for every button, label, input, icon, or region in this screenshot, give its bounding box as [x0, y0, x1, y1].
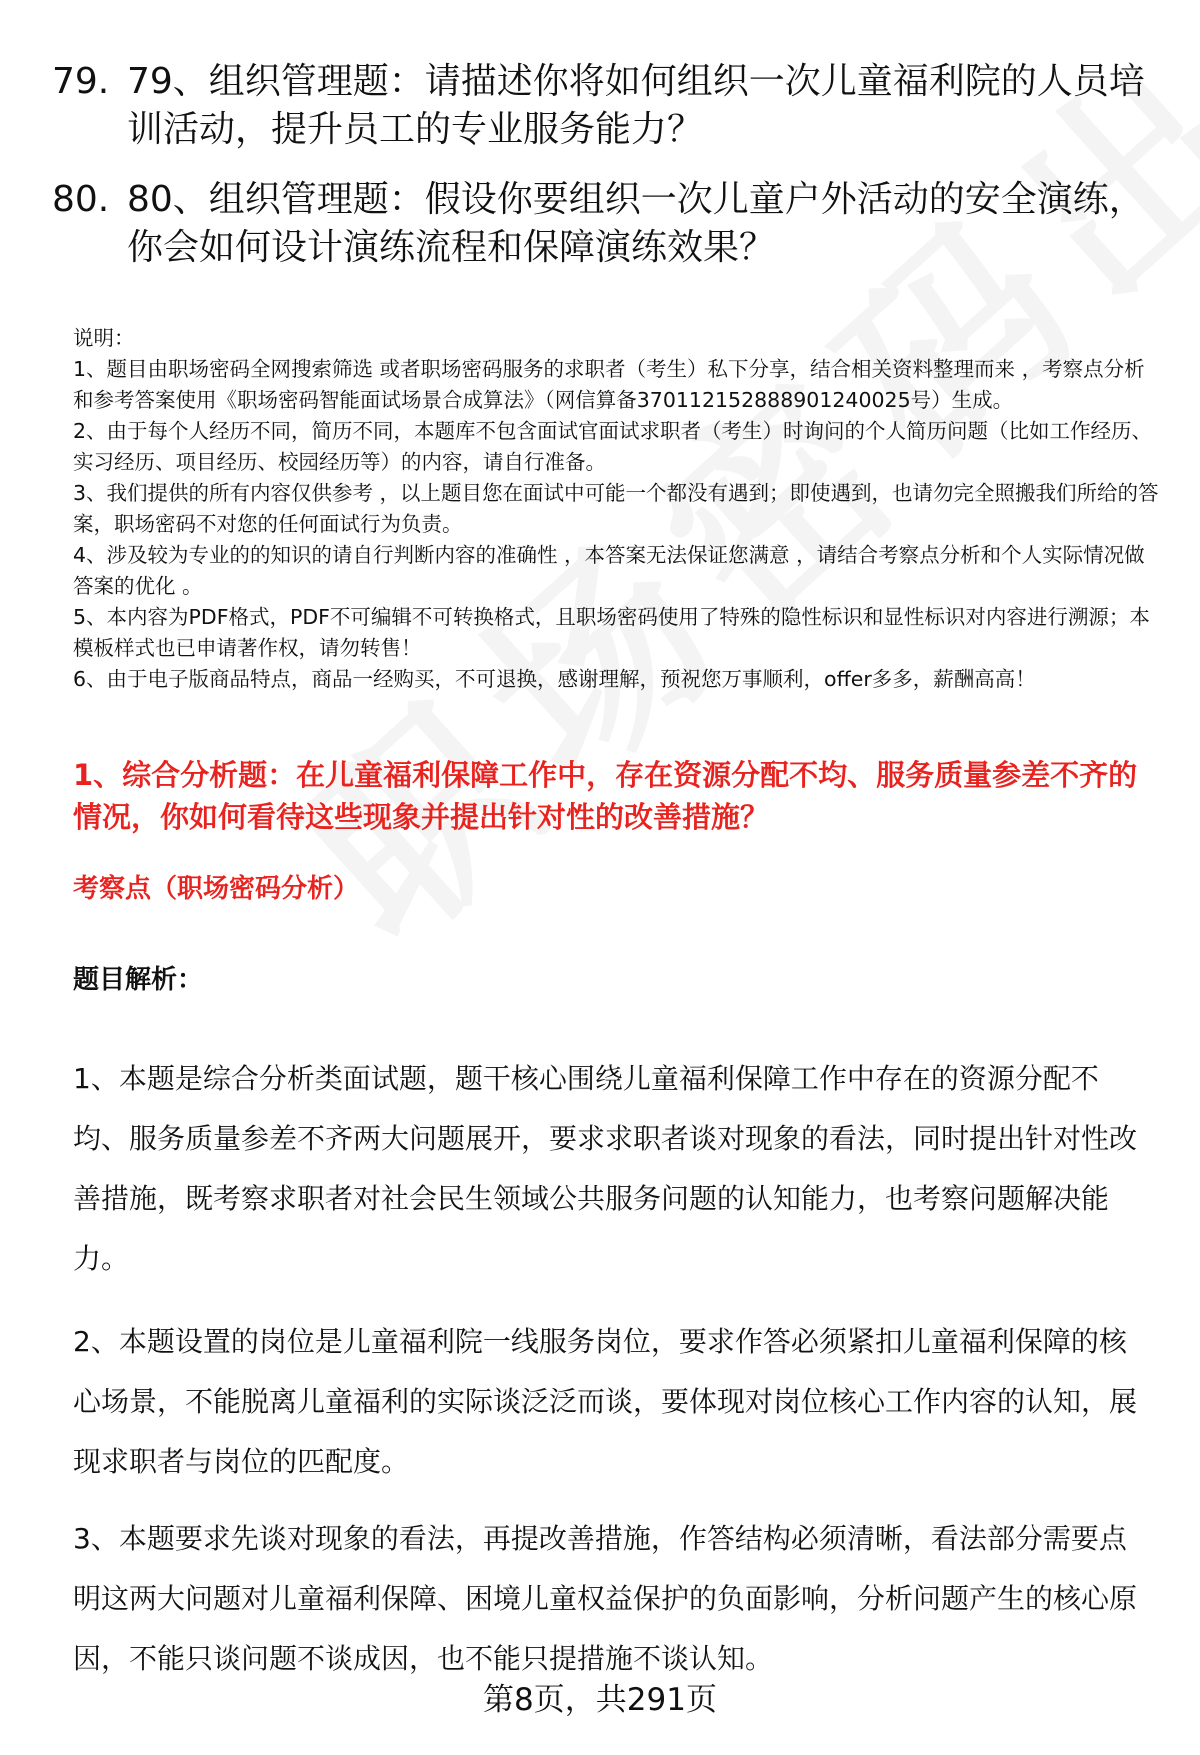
question-item [52, 176, 1152, 272]
analysis-paragraph: 3、本题要求先谈对现象的看法，再提改善措施，作答结构必须清晰，看法部分需要点明这两大问题对儿童福利保障、困境儿童权益保护的负面影响，分析问题产生的核心原因，不能只谈问题不谈成因，也不能只提措施不谈认知。 [73, 1522, 1138, 1675]
section-subtitle: 考察点（职场密码分析） [73, 874, 360, 904]
question-number: 80. [52, 179, 110, 220]
note-item: 6、由于电子版商品特点，商品一经购买，不可退换，感谢理解，预祝您万事顺利，offer多多，薪酬高高！ [73, 667, 1036, 691]
note-item: 1、题目由职场密码全网搜索筛选 或者职场密码服务的求职者（考生）私下分享，结合相关资料整理而来 ，考察点分析和参考答案使用《职场密码智能面试场景合成算法》（网信算备370112152888901240025号）生成。 [73, 357, 1145, 412]
note-item: 5、本内容为PDF格式，PDF不可编辑不可转换格式，且职场密码使用了特殊的隐性标识和显性标识对内容进行溯源；本模板样式也已申请著作权，请勿转售！ [73, 605, 1150, 660]
analysis-paragraph: 1、本题是综合分析类面试题，题干核心围绕儿童福利保障工作中存在的资源分配不均、服务质量参差不齐两大问题展开，要求求职者谈对现象的看法，同时提出针对性改善措施，既考察求职者对社会民生领域公共服务问题的认知能力，也考察问题解决能力。 [73, 1062, 1138, 1275]
analysis-paragraph: 2、本题设置的岗位是儿童福利院一线服务岗位，要求作答必须紧扣儿童福利保障的核心场景，不能脱离儿童福利的实际谈泛泛而谈，要体现对岗位核心工作内容的认知，展现求职者与岗位的匹配度。 [73, 1325, 1138, 1478]
notes-heading: 说明： [73, 326, 135, 350]
analysis-label: 题目解析： [73, 965, 204, 995]
notes-block [73, 323, 1163, 695]
note-item: 2、由于每个人经历不同，简历不同，本题库不包含面试官面试求职者（考生）时询问的个人简历问题（比如工作经历、实习经历、项目经历、校园经历等）的内容，请自行准备。 [73, 419, 1153, 474]
page-number: 第8页，共291页 [483, 1682, 717, 1718]
note-item: 3、我们提供的所有内容仅供参考 ，以上题目您在面试中可能一个都没有遇到；即使遇到，也请勿完全照搬我们所给的答案，职场密码不对您的任何面试行为负责。 [73, 481, 1159, 536]
question-item [52, 58, 1152, 154]
note-item: 4、涉及较为专业的的知识的请自行判断内容的准确性 ，本答案无法保证您满意 ，请结合考察点分析和个人实际情况做答案的优化 。 [73, 543, 1145, 598]
section-question-title: 1、综合分析题：在儿童福利保障工作中，存在资源分配不均、服务质量参差不齐的情况，你如何看待这些现象并提出针对性的改善措施？ [73, 758, 1138, 834]
question-number: 79. [52, 61, 110, 102]
question-text: 80、组织管理题：假设你要组织一次儿童户外活动的安全演练，你会如何设计演练流程和保障演练效果？ [127, 179, 1145, 268]
question-text: 79、组织管理题：请描述你将如何组织一次儿童福利院的人员培训活动，提升员工的专业服务能力？ [127, 61, 1145, 150]
question-list [52, 58, 1152, 294]
